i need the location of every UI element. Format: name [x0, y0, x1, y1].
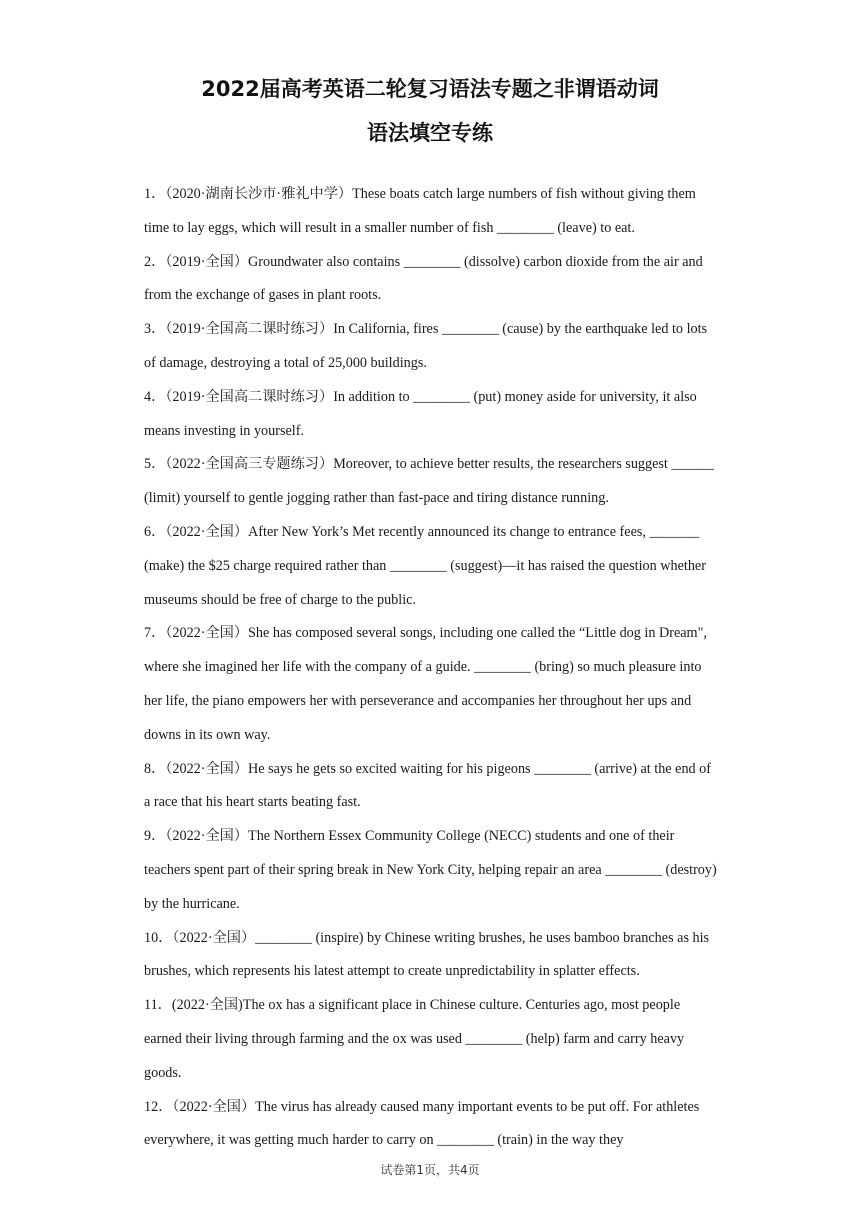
question-text: In addition to ________ (put) money aside for university, it also means investing in yourself. [144, 388, 697, 439]
question-2 [144, 246, 718, 314]
question-number: 4． [144, 388, 166, 405]
question-source: （2019·全国高二课时练习） [165, 388, 334, 405]
question-source: （2022·全国高三专题练习） [165, 456, 334, 473]
question-number: 2． [144, 253, 166, 270]
question-text: These boats catch large numbers of fish without giving them time to lay eggs, which will result in a smaller number of fish ________ (leave) to eat. [144, 186, 696, 236]
question-source: （2020·湖南长沙市·雅礼中学） [165, 186, 353, 202]
question-11 [144, 989, 718, 1090]
question-number: 10． [144, 929, 173, 946]
question-text: In California, fires ________ (cause) by the earthquake led to lots of damage, destroying a total of 25,000 buildings. [144, 321, 708, 371]
question-number: 8． [144, 760, 166, 777]
question-source: （2022·全国） [165, 625, 249, 642]
question-1 [144, 178, 718, 246]
question-text: After New York’s Met recently announced its change to entrance fees, _______ (make) the $25 charge required rather than ________ (suggest)—it has raised the question whether museums should be free of charge to the public. [144, 523, 706, 608]
question-text: He says he gets so excited waiting for his pigeons ________ (arrive) at the end of a race that his heart starts beating fast. [144, 760, 711, 811]
question-10 [144, 922, 718, 990]
question-number: 12． [144, 1098, 173, 1115]
page-title: 2022届高考英语二轮复习语法专题之非谓语动词 [201, 77, 659, 101]
question-source: （2019·全国） [165, 253, 249, 270]
question-number: 1． [144, 186, 166, 202]
question-number: 11． [144, 997, 172, 1014]
page-footer: 试卷第1页，共4页 [380, 1163, 480, 1177]
question-source: （2019·全国高二课时练习） [165, 321, 334, 338]
question-source: （2022·全国） [165, 760, 249, 777]
question-7 [144, 617, 718, 752]
question-number: 5． [144, 456, 166, 473]
question-number: 7． [144, 625, 166, 642]
question-text: ________ (inspire) by Chinese writing brushes, he uses bamboo branches as his brushes, which represents his latest attempt to create unpredictability in splatter effects. [144, 929, 710, 980]
question-text: The Northern Essex Community College (NECC) students and one of their teachers spent part of their spring break in New York City, helping repair an area ________ (destroy) by the hurricane. [144, 828, 717, 912]
question-text: She has composed several songs, including one called the “Little dog in Dream", where she imagined her life with the company of a guide. ________ (bring) so much pleasure into her life, the piano empowers her with perseverance and accompanies her throughout her ups and downs in its own way. [144, 625, 707, 743]
question-8 [144, 753, 718, 821]
question-number: 3． [144, 321, 166, 338]
question-text: Moreover, to achieve better results, the researchers suggest ______ (limit) yourself to gentle jogging rather than fast-pace and tiring distance running. [144, 456, 714, 507]
question-text: Groundwater also contains ________ (dissolve) carbon dioxide from the air and from the exchange of gases in plant roots. [144, 253, 703, 304]
question-source: （2022·全国） [172, 1098, 256, 1115]
question-4 [144, 381, 718, 449]
question-number: 6． [144, 523, 166, 540]
question-9 [144, 820, 718, 921]
question-source: （2022·全国） [172, 929, 256, 946]
question-source: （2022·全国） [165, 828, 249, 845]
question-text: The virus has already caused many important events to be put off. For athletes everywhere, it was getting much harder to carry on ________ (train) in the way they [144, 1098, 700, 1149]
question-5 [144, 448, 718, 516]
question-3 [144, 313, 718, 381]
question-number: 9． [144, 828, 166, 845]
question-source: （2022·全国） [165, 523, 249, 540]
question-6 [144, 516, 718, 617]
question-12 [144, 1091, 718, 1159]
question-text: The ox has a significant place in Chinese culture. Centuries ago, most people earned their living through farming and the ox was used ________ (help) farm and carry heavy goods. [144, 997, 685, 1081]
question-list [144, 178, 718, 1158]
question-source: (2022·全国) [171, 997, 243, 1014]
page-subtitle: 语法填空专练 [367, 121, 493, 145]
